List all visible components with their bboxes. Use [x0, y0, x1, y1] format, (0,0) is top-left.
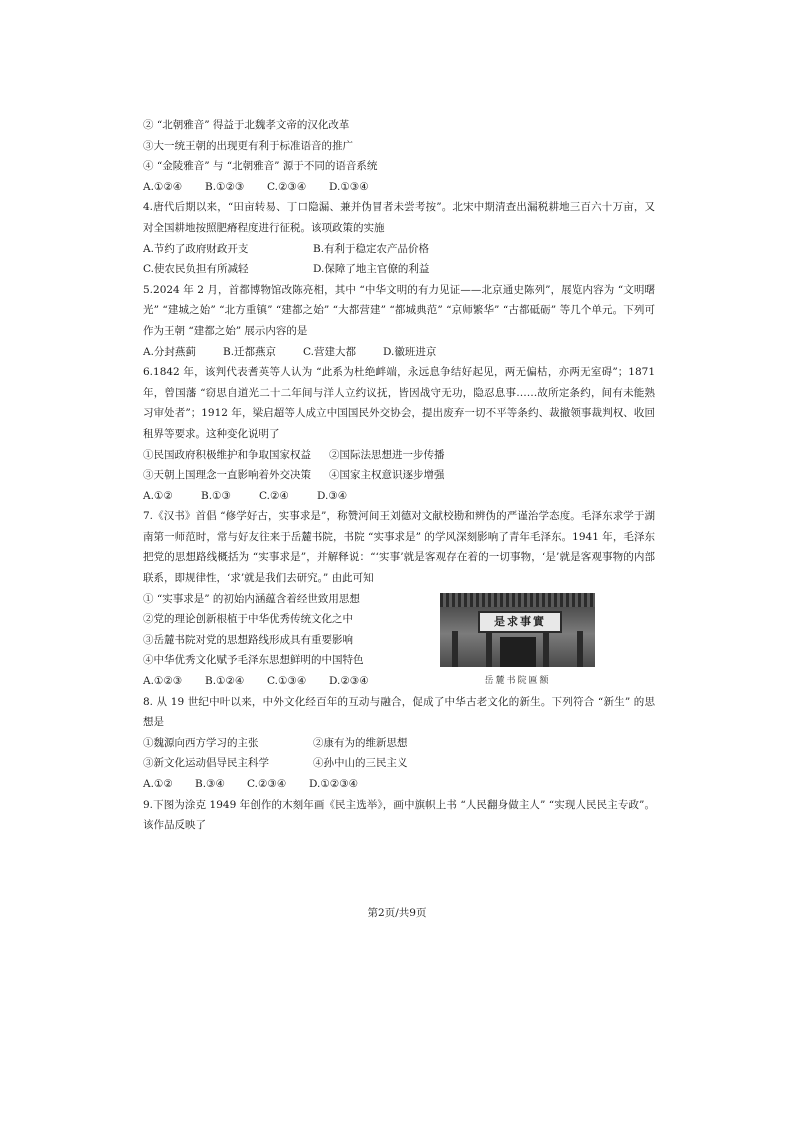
question-content: [143, 115, 655, 836]
page-number: 第2页/共9页: [367, 907, 427, 919]
q6-option-d[interactable]: D.③④: [317, 489, 348, 502]
q4-option-a[interactable]: A.节约了政府财政开支: [143, 242, 249, 255]
q5-options: [143, 342, 655, 363]
q6-options: [143, 486, 655, 507]
q5-option-c[interactable]: C.营建大都: [303, 345, 356, 358]
q6-item-1: ①民国政府积极维护和争取国家权益: [143, 448, 311, 461]
q5-option-a[interactable]: A.分封燕蓟: [143, 345, 196, 358]
pillar: [452, 631, 458, 667]
q7-option-b[interactable]: B.①②④: [205, 675, 245, 688]
q7-option-a[interactable]: A.①②③: [143, 675, 183, 688]
q8-item-1: ①魏源向西方学习的主张: [143, 736, 259, 749]
q8-stem: 8. 从 19 世纪中叶以来，中外文化经百年的互动与融合，促成了中华古老文化的新生。下列符合 “新生” 的思想是: [143, 695, 655, 729]
q5-stem: 5.2024 年 2 月，首都博物馆改陈亮相，其中 “中华文明的有力见证——北京通史陈列”，展览内容为 “文明曙光” “建城之始” “北方重镇” “建都之始” “大都营建” “都城典范” “京师繁华” “古都砥砺” 等几个单元。下列可作为王朝 “建都之始” 展示内容的是: [143, 283, 655, 337]
q6-item-4: ④国家主权意识逐步增强: [329, 469, 445, 482]
q6-option-c[interactable]: C.②④: [259, 489, 289, 502]
q6-items-row-2: [143, 465, 655, 486]
pillar: [543, 631, 549, 667]
plaque-image: [440, 593, 595, 667]
q7-item-2: ②党的理论创新根植于中华优秀传统文化之中: [143, 613, 353, 626]
q8-items-row-2: [143, 753, 655, 774]
q8-option-d[interactable]: D.①②③④: [309, 778, 359, 790]
q8-item-4: ④孙中山的三民主义: [313, 757, 408, 770]
pillar: [577, 631, 583, 667]
q3-option-d[interactable]: D.①③④: [329, 180, 369, 193]
pillar: [486, 631, 492, 667]
q3-options: [143, 177, 655, 198]
q6-option-a[interactable]: A.①②: [143, 489, 173, 502]
q4-option-b[interactable]: B.有利于稳定农产品价格: [313, 242, 430, 255]
q6-item-3: ③天朝上国理念一直影响着外交决策: [143, 469, 311, 482]
roof-tiles: [440, 593, 595, 607]
doorway: [500, 637, 536, 667]
q8-item-3: ③新文化运动倡导民主科学: [143, 757, 269, 770]
q4-stem: 4.唐代后期以来，“田亩转易、丁口隐漏、兼并伪冒者未尝考按”。北宋中期清查出漏税耕地三百六十万亩，又对全国耕地按照肥瘠程度进行征税。该项政策的实施: [143, 201, 655, 234]
q4-options-row-2: [143, 259, 655, 280]
plaque-text: 是求事實: [478, 611, 562, 633]
q6-option-b[interactable]: B.①③: [201, 489, 231, 502]
q7-option-c[interactable]: C.①③④: [267, 675, 307, 688]
q5-option-b[interactable]: B.迁都燕京: [223, 345, 277, 358]
q8-items-row-1: [143, 733, 655, 754]
yuelu-academy-photo: [440, 593, 595, 689]
q6-item-2: ②国际法思想进一步传播: [329, 448, 445, 461]
q4-option-c[interactable]: C.使农民负担有所减轻: [143, 263, 249, 276]
q7-item-1: ① “实事求是” 的初始内涵蕴含着经世致用思想: [143, 592, 360, 605]
q7-stem: 7.《汉书》首倡 “修学好古，实事求是”，称赞河间王刘德对文献校勘和辨伪的严谨治学态度。毛泽东求学于湖南第一师范时，常与好友往来于岳麓书院，书院 “实事求是” 的学风深刻影响了青年毛泽东。1941 年，毛泽东把党的思想路线概括为 “实事求是”，并解释说：“‘实事’就是客观存在着的一切事物，‘是’就是客观事物的内部联系，即规律性，‘求’就是我们去研究。” 由此可知: [143, 510, 655, 585]
q3-item-2: ② “北朝雅音” 得益于北魏孝文帝的汉化改革: [143, 119, 350, 131]
q4-option-d[interactable]: D.保障了地主官僚的利益: [313, 263, 430, 276]
q3-option-a[interactable]: A.①②④: [143, 180, 183, 193]
q7-option-d[interactable]: D.②③④: [329, 675, 369, 688]
q6-items-row-1: [143, 445, 655, 466]
q4-options-row-1: [143, 239, 655, 260]
q5-option-d[interactable]: D.徽班进京: [383, 345, 437, 358]
q8-options: [143, 774, 655, 795]
q3-option-c[interactable]: C.②③④: [267, 180, 307, 193]
q8-option-b[interactable]: B.③④: [195, 778, 225, 790]
q6-stem: 6.1842 年，该判代表耆英等人认为 “此系为杜绝衅端，永远息争结好起见，两无偏枯，亦两无室碍”；1871 年，曾国藩 “窃思自道光二十二年间与洋人立约议抚，皆因战守无功，隐忍息事……故所定条约，间有未能熟习审处者”；1912 年，梁启超等人成立中国国民外交协会，提出废弃一切不平等条约、裁撤领事裁判权、收回租界等要求。这种变化说明了: [143, 366, 655, 440]
photo-caption: 岳麓书院匾额: [484, 676, 551, 686]
q8-item-2: ②康有为的维新思想: [313, 736, 408, 749]
q9-stem: 9.下图为涂克 1949 年创作的木刻年画《民主选举》，画中旗帜上书 “人民翻身做主人” “实现人民民主专政”。该作品反映了: [143, 798, 655, 832]
q8-option-c[interactable]: C.②③④: [247, 778, 287, 790]
q3-item-4: ④ “金陵雅音” 与 “北朝雅音” 源于不同的语音系统: [143, 160, 378, 173]
q3-option-b[interactable]: B.①②③: [205, 180, 245, 193]
q8-option-a[interactable]: A.①②: [143, 778, 173, 790]
q7-item-3: ③岳麓书院对党的思想路线形成具有重要影响: [143, 633, 353, 646]
q3-item-3: ③大一统王朝的出现更有利于标准语音的推广: [143, 139, 353, 152]
q7-item-4: ④中华优秀文化赋予毛泽东思想鲜明的中国特色: [143, 654, 364, 667]
